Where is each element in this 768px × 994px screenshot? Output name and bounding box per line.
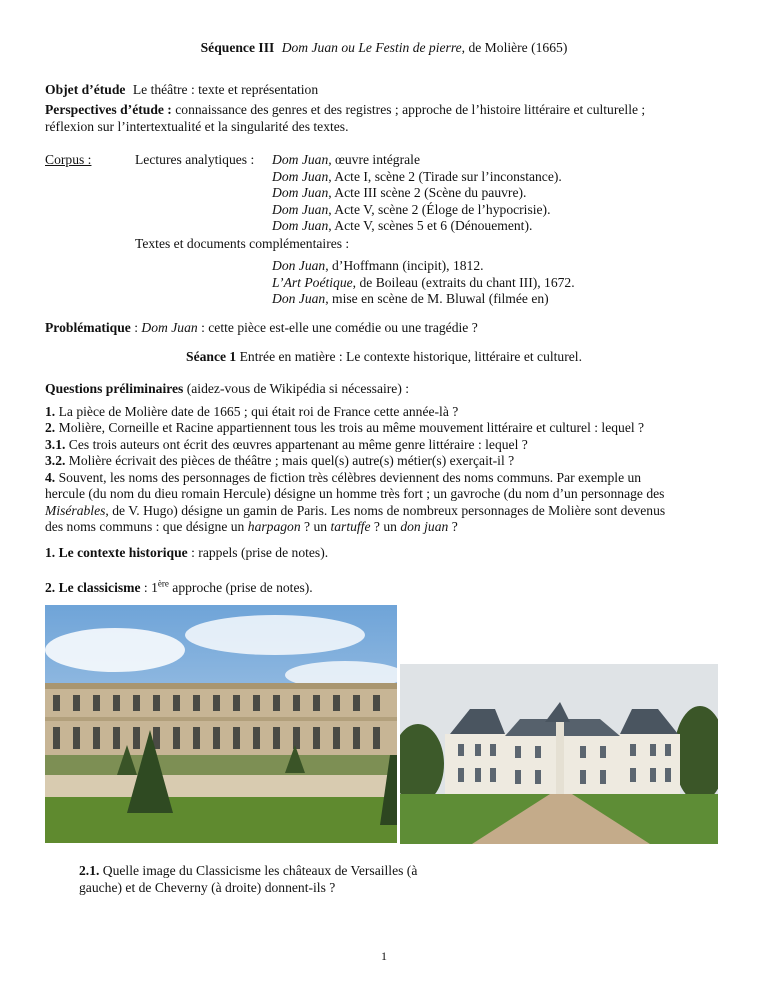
complementaires-label: Textes et documents complémentaires :	[135, 236, 350, 251]
perspectives-line1: connaissance des genres et des registres ; approche de l’histoire littéraire et culturelle ;	[175, 102, 646, 117]
cheverny-photo	[400, 664, 718, 844]
question-2-1: 2.1. Quelle image du Classicisme les châteaux de Versailles (à gauche) et de Cheverny (à droite) donnent-ils ?	[79, 863, 418, 895]
section-contexte-historique: 1. Le contexte historique : rappels (prise de notes).	[45, 545, 329, 560]
question-3-2: 3.2. Molière écrivait des pièces de théâtre ; mais quel(s) autre(s) métier(s) exerçait-il ?	[45, 453, 515, 468]
page-number: 1	[381, 949, 387, 963]
perspectives-label: Perspectives d’étude :	[45, 102, 172, 117]
play-author-date: , de Molière (1665)	[461, 40, 568, 55]
section-classicisme: 2. Le classicisme : 1ère approche (prise de notes).	[45, 578, 313, 595]
question-2: 2. Molière, Corneille et Racine appartiennent tous les trois au même mouvement littéraire et culturel : lequel ?	[45, 420, 645, 435]
document-header	[0, 40, 768, 57]
lecture-item: Dom Juan, Acte III scène 2 (Scène du pauvre).	[272, 185, 527, 200]
lectures-label: Lectures analytiques :	[135, 152, 255, 167]
question-4: 4. Souvent, les noms des personnages de fiction très célèbres deviennent des noms communs. Par exemple un hercule (du nom du dieu romain Hercule) désigne un homme très fort ; un gavroche (du nom d’un personnage des Misérables, de V. Hugo) désigne un gamin de Paris. Les noms de nombreux personnages de Molière sont devenus des noms communs : que désigne un harpagon ? un tartuffe ? un don juan ?	[45, 469, 666, 534]
perspectives	[45, 102, 745, 135]
question-3-1: 3.1. Ces trois auteurs ont écrit des œuvres appartenant au même genre littéraire : lequel ?	[45, 436, 528, 452]
objet-etude	[45, 82, 318, 99]
questions-block	[45, 381, 755, 536]
lecture-item: Dom Juan, Acte V, scènes 5 et 6 (Dénouement).	[272, 218, 533, 233]
complementaires-list	[272, 258, 575, 308]
objet-text: Le théâtre : texte et représentation	[132, 82, 319, 97]
lecture-item: Dom Juan, Acte V, scène 2 (Éloge de l’hypocrisie).	[272, 201, 551, 217]
problematique: Problématique : Dom Juan : cette pièce est-elle une comédie ou une tragédie ?	[45, 320, 478, 335]
lecture-item: Dom Juan, Acte I, scène 2 (Tirade sur l’inconstance).	[272, 168, 562, 184]
lectures-list	[272, 152, 562, 235]
questions-heading: Questions préliminaires (aidez-vous de Wikipédia si nécessaire) :	[45, 381, 410, 396]
seance-heading: Séance 1 Entrée en matière : Le contexte historique, littéraire et culturel.	[186, 349, 582, 364]
question-1: 1. La pièce de Molière date de 1665 ; qui était roi de France cette année-là ?	[45, 403, 459, 419]
objet-label: Objet d’étude	[45, 82, 126, 97]
play-title: Dom Juan ou Le Festin de pierre	[281, 40, 462, 55]
complementaire-item: Don Juan, d’Hoffmann (incipit), 1812.	[272, 258, 484, 273]
seance-label: Séance 1	[186, 349, 237, 364]
sequence-label: Séquence III	[200, 40, 275, 55]
complementaire-item: L’Art Poétique, de Boileau (extraits du chant III), 1672.	[272, 274, 575, 290]
corpus-label: Corpus :	[45, 152, 92, 167]
perspectives-line2: réflexion sur l’intertextualité et la singularité des textes.	[45, 118, 349, 134]
complementaire-item: Don Juan, mise en scène de M. Bluwal (filmée en)	[272, 291, 549, 306]
problematique-label: Problématique	[45, 320, 131, 335]
lecture-item: Dom Juan, œuvre intégrale	[272, 152, 420, 167]
versailles-photo	[45, 605, 397, 843]
